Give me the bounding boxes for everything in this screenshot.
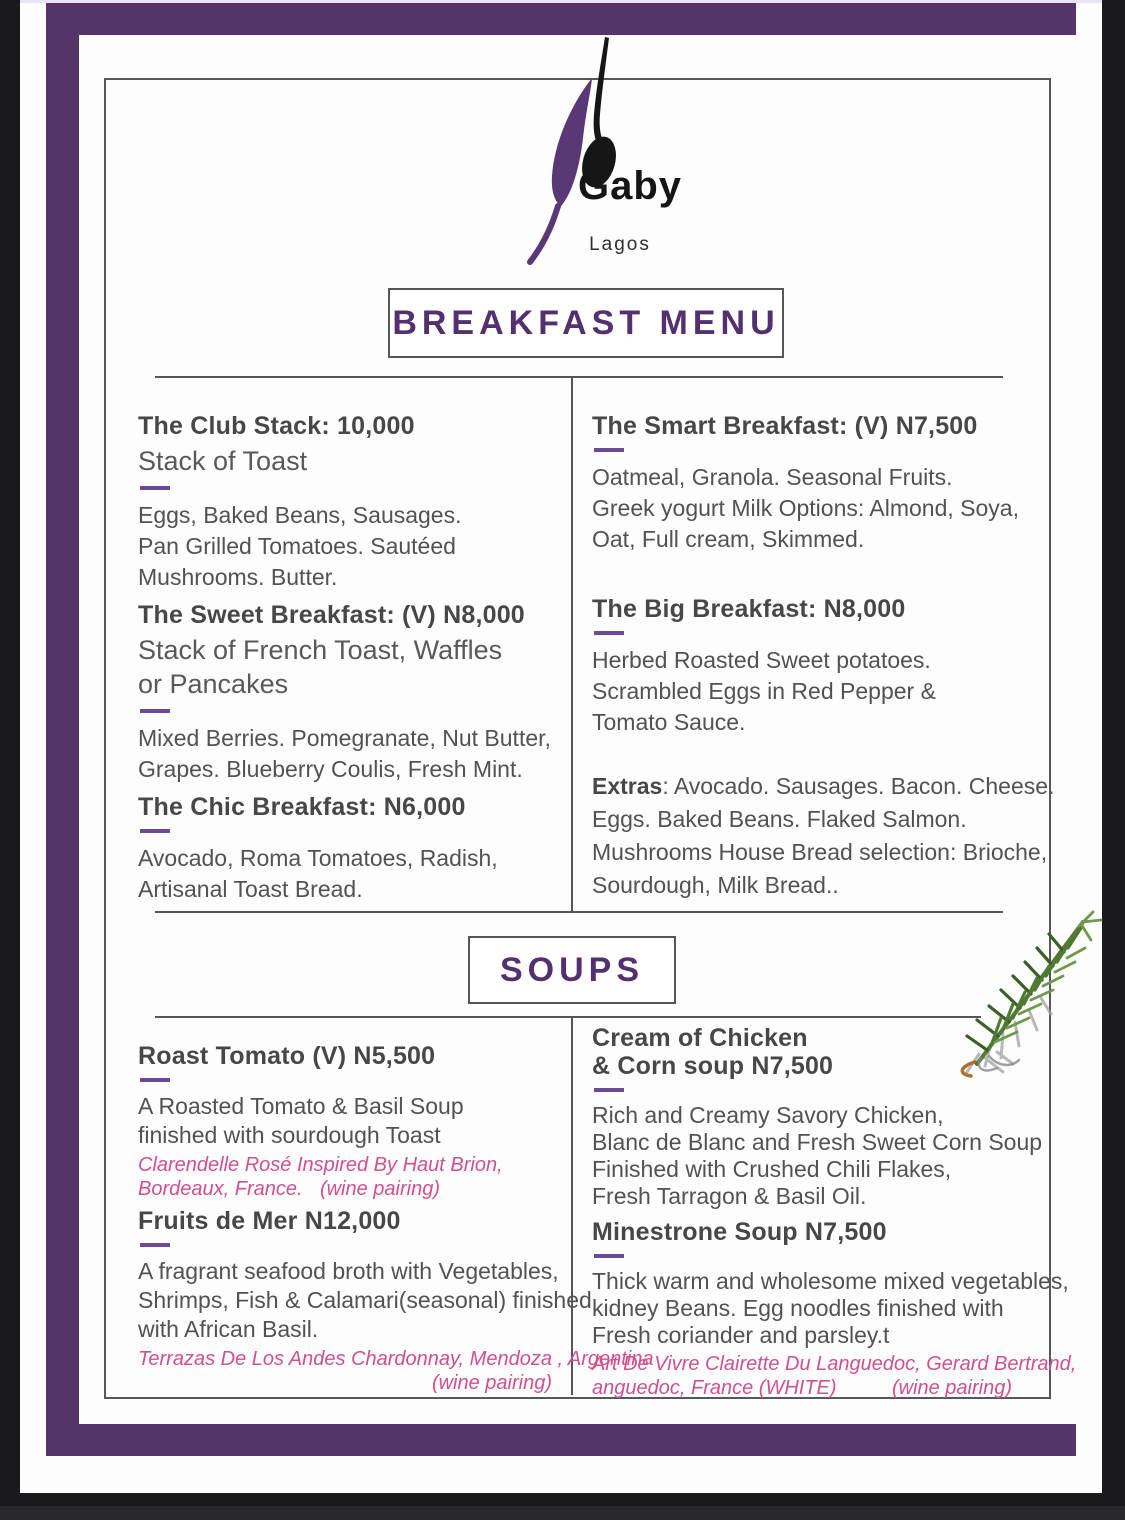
wine-line: anguedoc, France (WHITE) bbox=[592, 1377, 837, 1399]
desc-line: Shrimps, Fish & Calamari(seasonal) finished bbox=[138, 1287, 592, 1313]
item-name: The Smart Breakfast: (V) N7,500 bbox=[592, 412, 978, 440]
desc-line: Pan Grilled Tomatoes. Sautéed bbox=[138, 533, 456, 559]
extras-line: Mushrooms House Bread selection: Brioche, bbox=[592, 839, 1048, 865]
divider-rule-middle bbox=[155, 911, 1003, 913]
item-subtitle: Stack of French Toast, Waffles bbox=[138, 635, 503, 665]
extras-paragraph bbox=[592, 770, 1055, 902]
desc-line: Greek yogurt Milk Options: Almond, Soya, bbox=[592, 495, 1019, 521]
menu-item-fruits-de-mer bbox=[138, 1207, 654, 1395]
item-name: & Corn soup N7,500 bbox=[592, 1052, 834, 1080]
wine-row bbox=[138, 1371, 552, 1395]
item-name: The Club Stack: 10,000 bbox=[138, 412, 415, 440]
rosemary-sprig-image bbox=[945, 906, 1107, 1078]
item-name: Roast Tomato (V) N5,500 bbox=[138, 1042, 436, 1070]
desc-line: Oatmeal, Granola. Seasonal Fruits. bbox=[592, 464, 953, 490]
desc-line: Oat, Full cream, Skimmed. bbox=[592, 526, 865, 552]
item-description bbox=[138, 723, 570, 785]
item-description bbox=[592, 462, 1040, 555]
item-name: The Big Breakfast: N8,000 bbox=[592, 595, 906, 623]
extras-line: Sourdough, Milk Bread.. bbox=[592, 872, 839, 898]
wine-pairing bbox=[138, 1153, 503, 1201]
breakfast-right-column bbox=[592, 410, 1055, 902]
divider-rule-soups bbox=[155, 1016, 981, 1018]
item-description bbox=[592, 645, 1040, 738]
desc-line: Thick warm and wholesome mixed vegetables, bbox=[592, 1268, 1069, 1294]
desc-line: Fresh coriander and parsley.t bbox=[592, 1322, 890, 1348]
menu-item-club-stack bbox=[138, 410, 570, 593]
extras-line bbox=[592, 770, 1055, 803]
wine-pairing-note: (wine pairing) bbox=[319, 1178, 440, 1200]
item-subtitle: Stack of Toast bbox=[138, 446, 308, 476]
extras-lead: Extras bbox=[592, 773, 663, 799]
menu-item-big-breakfast bbox=[592, 595, 1040, 738]
desc-line: Mushrooms. Butter. bbox=[138, 564, 338, 590]
desc-line: Mixed Berries. Pomegranate, Nut Butter, bbox=[138, 725, 551, 751]
soups-title: SOUPS bbox=[499, 950, 645, 989]
wine-row bbox=[592, 1376, 1012, 1400]
desc-line: Grapes. Blueberry Coulis, Fresh Mint. bbox=[138, 756, 523, 782]
breakfast-menu-title-box bbox=[388, 288, 784, 358]
item-name: Minestrone Soup N7,500 bbox=[592, 1218, 887, 1246]
brand-city: Lagos bbox=[589, 234, 651, 255]
accent-dash bbox=[140, 1078, 170, 1082]
extras-text: : Avocado. Sausages. Bacon. Cheese. bbox=[662, 773, 1055, 799]
extras-line: Eggs. Baked Beans. Flaked Salmon. bbox=[592, 806, 967, 832]
item-description bbox=[138, 1092, 578, 1150]
menu-item-roast-tomato bbox=[138, 1040, 578, 1201]
item-name: The Chic Breakfast: N6,000 bbox=[138, 793, 466, 821]
wine-pairing bbox=[138, 1347, 654, 1395]
purple-frame-top bbox=[46, 3, 1076, 35]
accent-dash bbox=[594, 1254, 624, 1258]
wine-pairing-note: (wine pairing) bbox=[431, 1372, 552, 1394]
item-subtitle: or Pancakes bbox=[138, 669, 289, 699]
brand-name: Gaby bbox=[578, 164, 683, 208]
accent-dash bbox=[140, 1243, 170, 1247]
breakfast-menu-title: BREAKFAST MENU bbox=[392, 303, 780, 342]
soups-right-column bbox=[592, 1022, 1077, 1400]
desc-line: Rich and Creamy Savory Chicken, bbox=[592, 1102, 944, 1128]
purple-frame-left bbox=[46, 3, 79, 1456]
accent-dash bbox=[140, 829, 170, 833]
desc-line: Artisanal Toast Bread. bbox=[138, 876, 363, 902]
desc-line: with African Basil. bbox=[138, 1316, 319, 1342]
item-description bbox=[138, 500, 570, 593]
menu-page bbox=[20, 0, 1102, 1493]
item-name: The Sweet Breakfast: (V) N8,000 bbox=[138, 601, 525, 629]
item-name: Cream of Chicken bbox=[592, 1024, 808, 1052]
desc-line: finished with sourdough Toast bbox=[138, 1122, 441, 1148]
soups-left-column bbox=[138, 1040, 654, 1395]
desc-line: kidney Beans. Egg noodles finished with bbox=[592, 1295, 1004, 1321]
item-description bbox=[592, 1102, 1043, 1210]
desc-line: Blanc de Blanc and Fresh Sweet Corn Soup bbox=[592, 1129, 1043, 1155]
desc-line: Fresh Tarragon & Basil Oil. bbox=[592, 1183, 867, 1209]
desc-line: Tomato Sauce. bbox=[592, 709, 746, 735]
wine-line: Art De Vivre Clairette Du Languedoc, Gerard Bertrand, bbox=[592, 1353, 1077, 1375]
desc-line: A fragrant seafood broth with Vegetables, bbox=[138, 1258, 559, 1284]
menu-item-chic-breakfast bbox=[138, 793, 570, 905]
desc-line: Avocado, Roma Tomatoes, Radish, bbox=[138, 845, 498, 871]
wine-row bbox=[138, 1177, 440, 1201]
purple-frame-bottom bbox=[46, 1424, 1076, 1456]
wine-pairing bbox=[592, 1352, 1077, 1400]
desc-line: Finished with Crushed Chili Flakes, bbox=[592, 1156, 952, 1182]
item-description bbox=[592, 1268, 1069, 1349]
accent-dash bbox=[140, 709, 170, 713]
accent-dash bbox=[594, 631, 624, 635]
desc-line: Eggs, Baked Beans, Sausages. bbox=[138, 502, 462, 528]
item-description bbox=[138, 843, 570, 905]
menu-item-smart-breakfast bbox=[592, 410, 1040, 555]
desc-line: A Roasted Tomato & Basil Soup bbox=[138, 1093, 464, 1119]
wine-line: Bordeaux, France. bbox=[138, 1178, 303, 1200]
wine-pairing-note: (wine pairing) bbox=[891, 1377, 1012, 1399]
viewer-bottom-strip bbox=[0, 1506, 1125, 1520]
breakfast-left-column bbox=[138, 410, 570, 905]
wine-line: Terrazas De Los Andes Chardonnay, Mendoza , Argentina bbox=[138, 1348, 654, 1370]
accent-dash bbox=[594, 1088, 624, 1092]
menu-item-sweet-breakfast bbox=[138, 601, 570, 785]
desc-line: Scrambled Eggs in Red Pepper & bbox=[592, 678, 936, 704]
breakfast-column-divider bbox=[571, 377, 573, 913]
item-name: Fruits de Mer N12,000 bbox=[138, 1207, 401, 1235]
accent-dash bbox=[594, 448, 624, 452]
item-description bbox=[138, 1257, 592, 1344]
accent-dash bbox=[140, 486, 170, 490]
menu-item-minestrone bbox=[592, 1218, 1077, 1400]
divider-rule-top bbox=[155, 376, 1003, 378]
wine-line: Clarendelle Rosé Inspired By Haut Brion, bbox=[138, 1154, 503, 1176]
desc-line: Herbed Roasted Sweet potatoes. bbox=[592, 647, 931, 673]
soups-title-box bbox=[468, 936, 676, 1004]
